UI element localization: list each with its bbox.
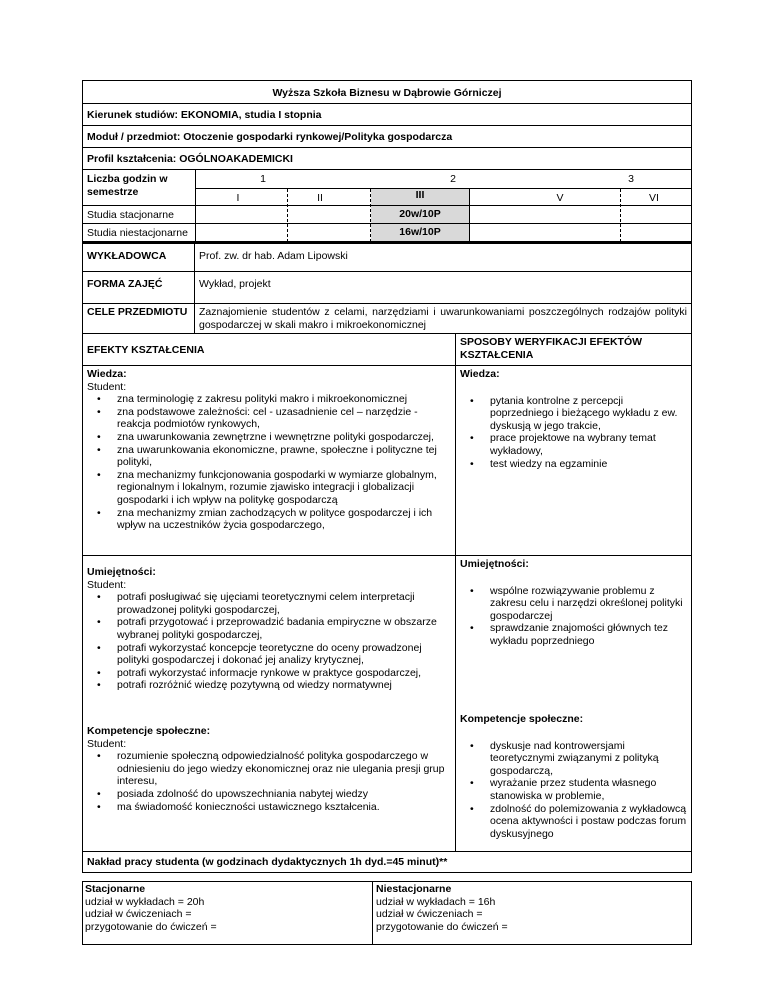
list-item: • posiada zdolność do upowszechniania nabytej wiedzy <box>117 788 451 801</box>
hours-label: Liczba godzin w semestrze <box>87 173 168 198</box>
competence-row <box>82 711 692 851</box>
list-item: • potrafi przygotować i przeprowadzić badania empiryczne w obszarze wybranej polityki gospodarczej, <box>117 616 451 641</box>
workload-line: udział w wykładach = 20h <box>85 895 205 908</box>
lecturer-value: Prof. zw. dr hab. Adam Lipowski <box>199 250 348 262</box>
list-item: • sprawdzanie znajomości głównych tez wykładu poprzedniego <box>490 622 687 647</box>
skills-list <box>87 591 451 692</box>
semester-3: III <box>371 189 469 205</box>
effects-header <box>82 334 692 366</box>
list-item: • wyrażanie przez studenta własnego stanowiska w problemie, <box>490 777 687 802</box>
student-label: Student: <box>87 737 127 750</box>
student-label: Student: <box>87 380 127 393</box>
list-item: • zna mechanizmy zmian zachodzących w polityce gospodarczej i ich wpływ na uczestników życia gospodarczego, <box>117 507 451 532</box>
lecturer-row <box>82 242 692 272</box>
nonstationary-title: Niestacjonarne <box>376 883 452 895</box>
semester-2: II <box>317 192 323 204</box>
year-3: 3 <box>628 173 634 185</box>
list-item: • potrafi rozróżnić wiedzę pozytywną od wiedzy normatywnej <box>117 679 451 692</box>
field-of-study: Kierunek studiów: EKONOMIA, studia I stopnia <box>82 104 692 126</box>
list-item: • potrafi posługiwać się ujęciami teoretycznymi celem interpretacji prowadzonej polityki gospodarczej, <box>117 591 451 616</box>
semester-1: I <box>236 192 240 204</box>
list-item: • wspólne rozwiązywanie problemu z zakresu celu i narzędzi określonej polityki gospodarczej <box>490 585 687 623</box>
stationary-title: Stacjonarne <box>85 883 146 895</box>
competence-title: Kompetencje społeczne: <box>87 725 211 737</box>
effects-header-right: SPOSOBY WERYFIKACJI EFEKTÓW KSZTAŁCENIA <box>455 334 691 365</box>
hours-table <box>82 170 692 242</box>
knowledge-row <box>82 366 692 556</box>
stac-label: Studia stacjonarne <box>87 209 174 221</box>
list-item: • test wiedzy na egzaminie <box>490 458 687 471</box>
niestac-label: Studia niestacjonarne <box>87 227 188 239</box>
list-item: • pytania kontrolne z percepcji poprzedniego i bieżącego wykładu z ew. dyskusją w jego trakcie, <box>490 395 687 433</box>
semester-6: VI <box>649 192 659 204</box>
workload-table <box>82 881 692 945</box>
workload-line: udział w ćwiczeniach = <box>85 908 192 921</box>
list-item: • dyskusje nad kontrowersjami teoretycznymi związanymi z polityką gospodarczą, <box>490 740 687 778</box>
list-item: • prace projektowe na wybrany temat wykładowy, <box>490 432 687 457</box>
list-item: • ma świadomość konieczności ustawicznego kształcenia. <box>117 801 451 814</box>
form-value: Wykład, projekt <box>199 278 271 290</box>
skills-row <box>82 556 692 711</box>
module-name: Moduł / przedmiot: Otoczenie gospodarki rynkowej/Polityka gospodarcza <box>82 126 692 148</box>
knowledge-verify-title: Wiedza: <box>460 368 500 380</box>
knowledge-list <box>87 393 451 532</box>
list-item: • zna mechanizmy funkcjonowania gospodarki w wymiarze globalnym, regionalnym i lokalnym, rozumie zjawisko integracji i globalizacji gospodarki i ich wpływ na politykę gospodarczą <box>117 469 451 507</box>
list-item: • potrafi wykorzystać informacje rynkowe w praktyce gospodarczej, <box>117 667 451 680</box>
niestac-value: 16w/10P <box>371 224 469 241</box>
competence-verify-title: Kompetencje społeczne: <box>460 713 584 725</box>
competence-list <box>87 750 451 813</box>
year-1: 1 <box>260 173 266 185</box>
form-row <box>82 272 692 304</box>
skills-verify-list <box>460 585 687 648</box>
school-name: Wyższa Szkoła Biznesu w Dąbrowie Górniczej <box>82 80 692 104</box>
list-item: • zdolność do polemizowania z wykładowcą ocena aktywności i postaw podczas forum dyskusyjnego <box>490 803 687 841</box>
syllabus-document <box>82 80 692 945</box>
student-label: Student: <box>87 578 127 591</box>
stac-value: 20w/10P <box>371 206 469 223</box>
list-item: • potrafi wykorzystać koncepcje teoretyczne do oceny prowadzonej polityki gospodarczej i dokonać jej analizy krytycznej, <box>117 642 451 667</box>
skills-title: Umiejętności: <box>87 566 156 578</box>
workload-line: udział w ćwiczeniach = <box>376 908 483 921</box>
goals-row <box>82 304 692 334</box>
workload-line: przygotowanie do ćwiczeń = <box>85 920 217 933</box>
form-label: FORMA ZAJĘĆ <box>83 272 195 303</box>
skills-verify-title: Umiejętności: <box>460 558 529 570</box>
list-item: • zna uwarunkowania zewnętrzne i wewnętrzne polityki gospodarczej, <box>117 431 451 444</box>
competence-verify-list <box>460 740 687 841</box>
workload-title: Nakład pracy studenta (w godzinach dydaktycznych 1h dyd.=45 minut)** <box>82 851 692 873</box>
goals-value: Zaznajomienie studentów z celami, narzędziami i uwarunkowaniami poszczególnych rodzajów polityki gospodarczej w skali makro i mikroekonomicznej <box>199 306 687 331</box>
list-item: • zna terminologię z zakresu polityki makro i mikroekonomicznej <box>117 393 451 406</box>
year-2: 2 <box>450 173 456 185</box>
workload-line: udział w wykładach = 16h <box>376 895 496 908</box>
lecturer-label: WYKŁADOWCA <box>83 244 195 271</box>
semester-5: V <box>556 192 564 204</box>
effects-header-left: EFEKTY KSZTAŁCENIA <box>87 344 205 356</box>
list-item: • zna uwarunkowania ekonomiczne, prawne, społeczne i polityczne tej polityki, <box>117 444 451 469</box>
list-item: • zna podstawowe zależności: cel - uzasadnienie cel – narzędzie - reakcja podmiotów rynkowych, <box>117 406 451 431</box>
knowledge-title: Wiedza: <box>87 368 127 380</box>
goals-label: CELE PRZEDMIOTU <box>83 304 195 333</box>
workload-line: przygotowanie do ćwiczeń = <box>376 920 508 933</box>
study-profile: Profil kształcenia: OGÓLNOAKADEMICKI <box>82 148 692 170</box>
list-item: • rozumienie społeczną odpowiedzialność polityka gospodarczego w odniesieniu do jego wiedzy ekonomicznej oraz nie ulegania presji grup interesu, <box>117 750 451 788</box>
knowledge-verify-list <box>460 395 687 471</box>
